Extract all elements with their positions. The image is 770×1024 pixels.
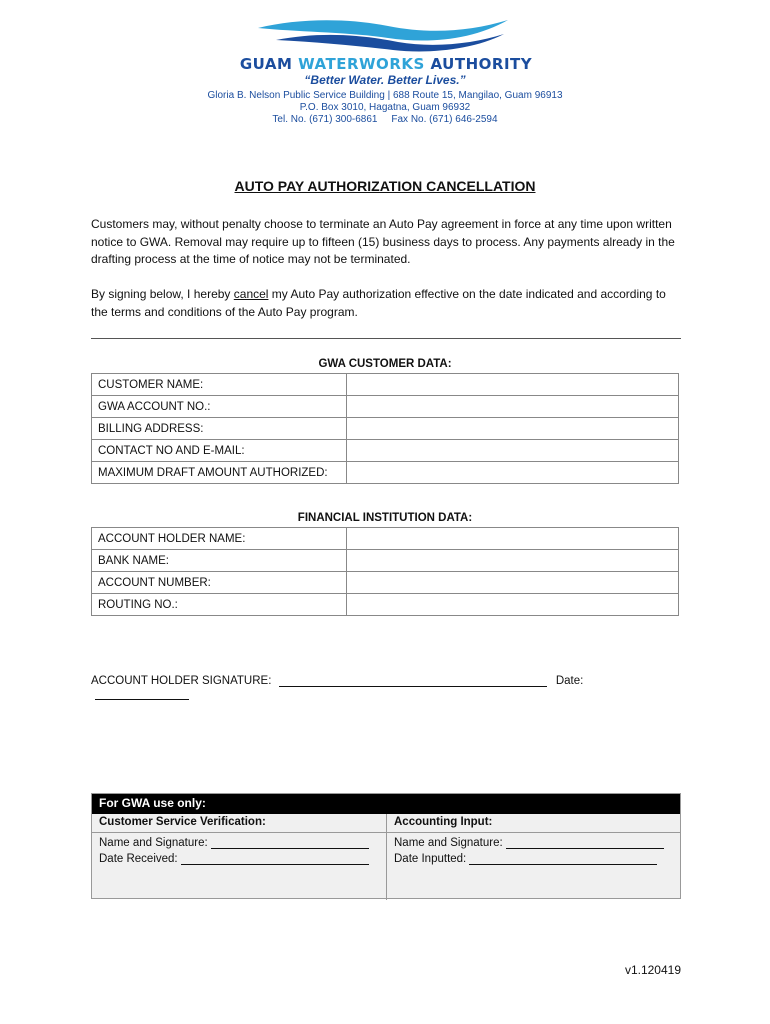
version-label: v1.120419 (624, 963, 681, 977)
acct-name-line[interactable] (506, 837, 664, 849)
acct-name-row (394, 837, 673, 849)
field-label: ACCOUNT HOLDER NAME: (92, 528, 347, 550)
field-label: CUSTOMER NAME: (92, 374, 347, 396)
table-row (92, 374, 679, 396)
field-label: ACCOUNT NUMBER: (92, 572, 347, 594)
date-line[interactable] (95, 687, 189, 700)
table-row (92, 594, 679, 616)
max-draft-amount-field[interactable] (347, 462, 679, 484)
cs-name-label: Name and Signature: (99, 837, 208, 849)
field-label: BANK NAME: (92, 550, 347, 572)
account-number-field[interactable] (347, 396, 679, 418)
cs-date-label: Date Received: (99, 853, 178, 865)
slogan: “Better Water. Better Lives.” (304, 73, 466, 87)
field-label: BILLING ADDRESS: (92, 418, 347, 440)
org-name-part1: GUAM (239, 55, 293, 73)
financial-data-heading: FINANCIAL INSTITUTION DATA: (297, 512, 473, 524)
consent-cancel-word: cancel (233, 287, 269, 301)
org-name-part3: AUTHORITY (430, 55, 533, 73)
water-wave-icon (258, 14, 514, 54)
acct-name-label: Name and Signature: (394, 837, 503, 849)
org-name-part2: WATERWORKS (298, 55, 425, 73)
acct-date-row (394, 853, 673, 865)
table-row (92, 528, 679, 550)
customer-service-title: Customer Service Verification: (92, 816, 386, 833)
cs-date-line[interactable] (181, 853, 369, 865)
table-row (92, 550, 679, 572)
consent-paragraph (91, 286, 681, 321)
table-row (92, 440, 679, 462)
address-line-3: Tel. No. (671) 300-6861 Fax No. (671) 646-2594 (272, 114, 498, 125)
accounting-column (386, 814, 680, 900)
financial-data-table (91, 527, 679, 616)
gwa-use-only-box (91, 793, 681, 899)
billing-address-field[interactable] (347, 418, 679, 440)
field-label: CONTACT NO AND E-MAIL: (92, 440, 347, 462)
table-row (92, 572, 679, 594)
address-line-1: Gloria B. Nelson Public Service Building | 688 Route 15, Mangilao, Guam 96913 (207, 90, 563, 101)
gwa-logo (216, 14, 556, 74)
section-divider (91, 338, 681, 339)
table-row (92, 396, 679, 418)
routing-number-field[interactable] (347, 594, 679, 616)
gwa-use-columns (92, 814, 680, 900)
customer-data-table (91, 373, 679, 484)
gwa-use-heading: For GWA use only: (92, 794, 680, 814)
table-row (92, 462, 679, 484)
org-name (216, 55, 556, 73)
table-row (92, 418, 679, 440)
field-label: ROUTING NO.: (92, 594, 347, 616)
page-title: AUTO PAY AUTHORIZATION CANCELLATION (234, 178, 536, 194)
cs-date-row (99, 853, 379, 865)
consent-text-before: By signing below, I hereby (91, 287, 234, 301)
acct-date-label: Date Inputted: (394, 853, 467, 865)
accounting-title: Accounting Input: (387, 816, 680, 833)
signature-row (91, 674, 681, 700)
cs-name-line[interactable] (211, 837, 369, 849)
consent-text-after: my Auto Pay authorization effective on the date indicated and according to the terms and conditions of the Auto Pay program. (91, 287, 666, 319)
account-holder-name-field[interactable] (347, 528, 679, 550)
signature-label: ACCOUNT HOLDER SIGNATURE: (91, 675, 272, 687)
intro-paragraph: Customers may, without penalty choose to terminate an Auto Pay agreement in force at any time upon written notice to GWA. Removal may require up to fifteen (15) business days to process. Any payments already in the drafting process at the time of notice may not be terminated. (91, 217, 675, 266)
contact-email-field[interactable] (347, 440, 679, 462)
customer-service-column (92, 814, 386, 900)
bank-account-number-field[interactable] (347, 572, 679, 594)
date-label: Date: (555, 675, 584, 687)
customer-name-field[interactable] (347, 374, 679, 396)
field-label: MAXIMUM DRAFT AMOUNT AUTHORIZED: (92, 462, 347, 484)
bank-name-field[interactable] (347, 550, 679, 572)
field-label: GWA ACCOUNT NO.: (92, 396, 347, 418)
cs-name-row (99, 837, 379, 849)
customer-data-heading: GWA CUSTOMER DATA: (318, 358, 452, 370)
acct-date-line[interactable] (469, 853, 657, 865)
signature-line[interactable] (279, 674, 547, 687)
address-line-2: P.O. Box 3010, Hagatna, Guam 96932 (299, 102, 471, 113)
